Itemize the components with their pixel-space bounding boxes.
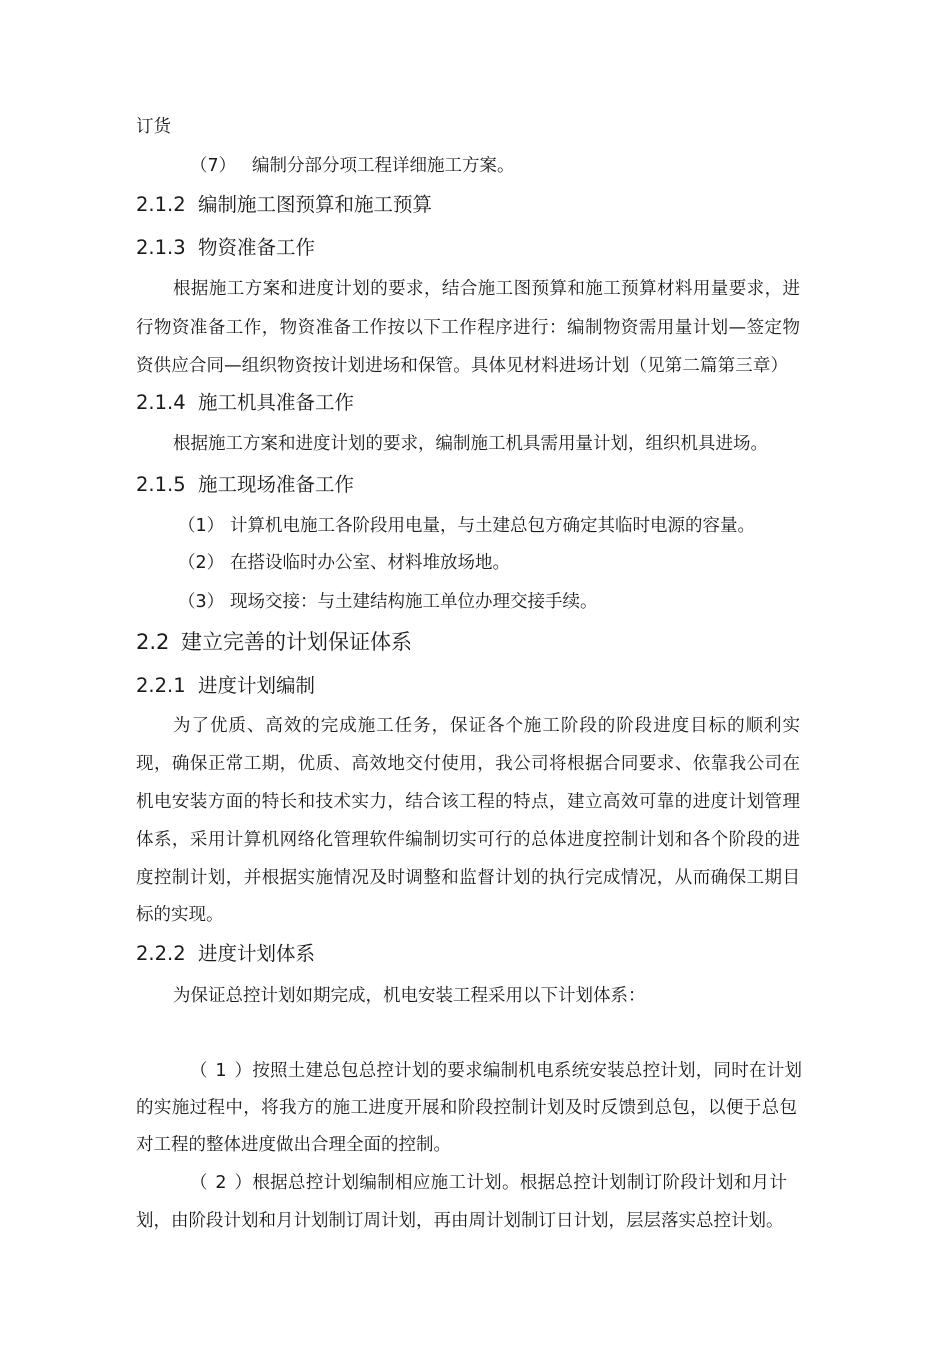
list-number: （2）: [178, 553, 225, 573]
list-item-7: [190, 154, 515, 178]
paragraph-line: 划，由阶段计划和月计划制订周计划，再由周计划制订日计划，层层落实总控计划。: [136, 1211, 784, 1231]
paragraph-line: 机电安装方面的特长和技术实力，结合该工程的特点，建立高效可靠的进度计划管理: [136, 792, 800, 812]
section-title: 编制施工图预算和施工预算: [198, 193, 433, 216]
paragraph-line: 为了优质、高效的完成施工任务，保证各个施工阶段的阶段进度目标的顺利实: [173, 716, 800, 736]
list-text: 计算机电施工各阶段用电量，与土建总包方确定其临时电源的容量。: [230, 516, 755, 536]
section-number: 2.2.2: [136, 942, 186, 965]
list-number: （7）: [190, 156, 237, 176]
list-item-3: [178, 590, 598, 614]
section-heading-2-1-5: [136, 472, 354, 498]
section-title: 物资准备工作: [198, 236, 316, 259]
paragraph-line: 根据施工方案和进度计划的要求，结合施工图预算和施工预算材料用量要求，进: [173, 279, 800, 299]
paragraph-line: 对工程的整体进度做出合理全面的控制。: [136, 1135, 451, 1155]
list-text: 现场交接：与土建结构施工单位办理交接手续。: [230, 592, 598, 612]
paragraph-line: 为保证总控计划如期完成，机电安装工程采用以下计划体系：: [173, 986, 646, 1006]
paragraph-line: 资供应合同—组织物资按计划进场和保管。具体见材料进场计划（见第二篇第三章）: [136, 356, 788, 376]
section-number: 2.1.2: [136, 193, 186, 216]
section-title: 施工机具准备工作: [198, 391, 355, 414]
paragraph-line: 的实施过程中，将我方的施工进度开展和阶段控制计划及时反馈到总包，以便于总包: [136, 1098, 797, 1118]
paragraph-line: 根据施工方案和进度计划的要求，编制施工机具需用量计划，组织机具进场。: [173, 434, 768, 454]
section-heading-2-2-2: [136, 941, 315, 967]
section-title: 进度计划编制: [198, 674, 316, 697]
list-item-2: [178, 551, 510, 575]
section-heading-2-2: [136, 628, 412, 656]
section-number: 2.2.1: [136, 674, 186, 697]
section-number: 2.2: [136, 630, 170, 654]
paragraph-line: 度控制计划，并根据实施情况及时调整和监督计划的执行完成情况，从而确保工期目: [136, 868, 800, 888]
body-text-line: 订货: [136, 117, 171, 137]
list-text: 编制分部分项工程详细施工方案。: [252, 156, 515, 176]
section-number: 2.1.3: [136, 236, 186, 259]
list-text: 在搭设临时办公室、材料堆放场地。: [230, 553, 510, 573]
section-heading-2-1-2: [136, 192, 432, 218]
section-heading-2-1-3: [136, 235, 315, 261]
list-text: 根据总控计划编制相应施工计划。根据总控计划制订阶段计划和月计: [252, 1173, 787, 1193]
section-heading-2-2-1: [136, 673, 315, 699]
paragraph-line: 现，确保正常工期，优质、高效地交付使用，我公司将根据合同要求、依靠我公司在: [136, 754, 800, 774]
paragraph-line: 行物资准备工作，物资准备工作按以下工作程序进行：编制物资需用量计划—签定物: [136, 318, 800, 338]
list-text: 按照土建总包总控计划的要求编制机电系统安装总控计划，同时在计划: [252, 1061, 802, 1081]
list-number: （1）: [190, 1061, 252, 1081]
section-title: 施工现场准备工作: [198, 473, 355, 496]
list-item-1: [190, 1059, 802, 1083]
paragraph-line: 标的实现。: [136, 905, 224, 925]
list-number: （1）: [178, 516, 225, 536]
paragraph-line: 体系，采用计算机网络化管理软件编制切实可行的总体进度控制计划和各个阶段的进: [136, 830, 800, 850]
section-number: 2.1.5: [136, 473, 186, 496]
list-item-2: [190, 1171, 787, 1195]
section-number: 2.1.4: [136, 391, 186, 414]
section-title: 建立完善的计划保证体系: [181, 630, 412, 654]
list-item-1: [178, 514, 755, 538]
section-title: 进度计划体系: [198, 942, 316, 965]
section-heading-2-1-4: [136, 390, 354, 416]
list-number: （3）: [178, 592, 225, 612]
list-number: （2）: [190, 1173, 252, 1193]
